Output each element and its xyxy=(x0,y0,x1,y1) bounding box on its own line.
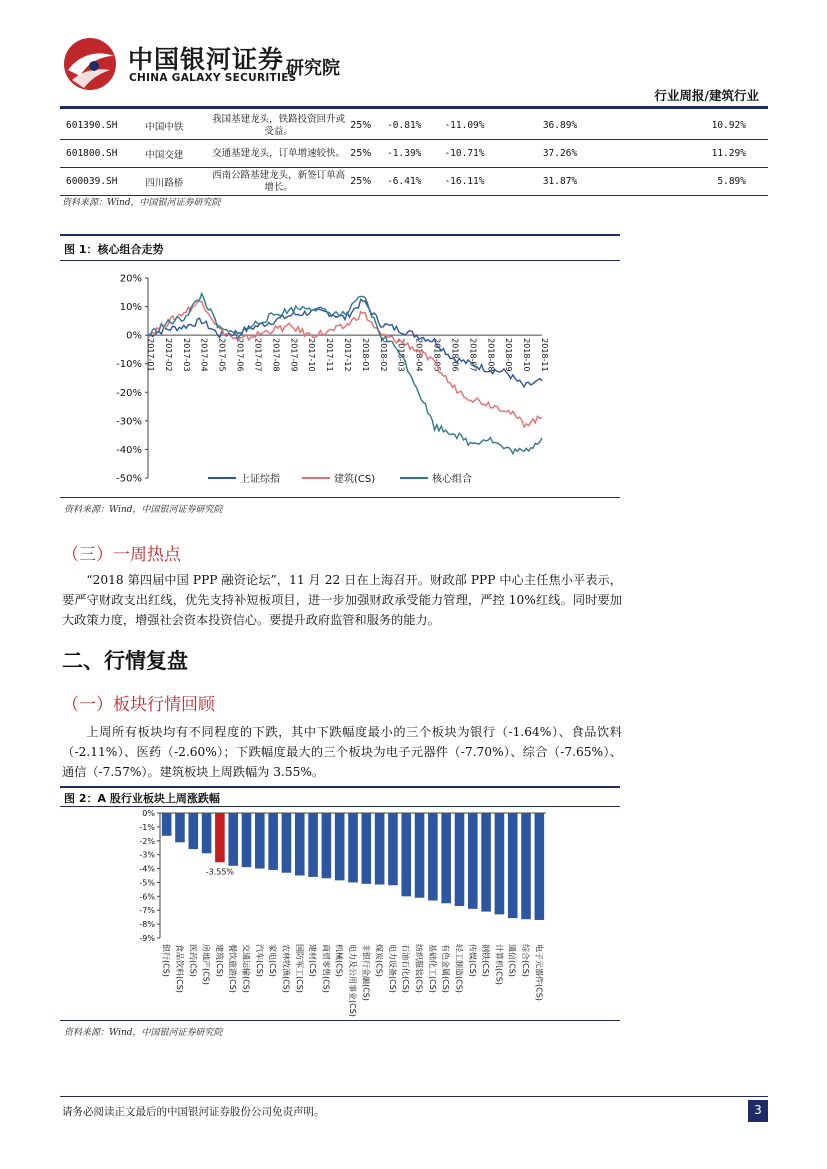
x-tick-label: 2018-02 xyxy=(378,338,388,372)
bar xyxy=(255,813,265,869)
y-tick-label: -1% xyxy=(139,822,155,832)
bar xyxy=(521,813,531,919)
x-tick-label: 2017-11 xyxy=(325,338,335,372)
category-label: 纺织服装(CS) xyxy=(414,944,424,993)
cell-v3: 37.26% xyxy=(543,140,649,168)
category-label: 基础化工(CS) xyxy=(427,944,437,993)
y-tick-label: -30% xyxy=(116,416,142,428)
x-tick-label: 2017-07 xyxy=(253,338,263,372)
y-tick-label: -2% xyxy=(139,836,155,846)
x-tick-label: 2018-06 xyxy=(450,338,460,372)
logo-cn: 中国银河证券 xyxy=(128,45,285,74)
bar xyxy=(268,813,278,870)
x-tick-label: 2017-04 xyxy=(199,338,209,372)
cell-desc-line2: 受益。 xyxy=(264,125,293,137)
cell-v1: -0.81% xyxy=(387,112,444,140)
bar xyxy=(375,813,385,885)
report-type: 行业周报/建筑行业 xyxy=(654,88,759,103)
y-tick-label: 20% xyxy=(119,273,142,285)
institute-label: 研究院 xyxy=(286,58,340,79)
category-label: 有色金属(CS) xyxy=(441,944,451,993)
bar xyxy=(495,813,505,914)
category-label: 汽车(CS) xyxy=(254,944,264,977)
y-tick-label: -20% xyxy=(116,387,142,399)
y-tick-label: -40% xyxy=(116,444,142,456)
bar xyxy=(162,813,172,836)
bar xyxy=(228,813,238,866)
category-label: 农林牧渔(CS) xyxy=(281,944,291,993)
category-label: 食品饮料(CS) xyxy=(174,944,184,993)
cell-v3: 36.89% xyxy=(543,112,649,140)
x-tick-label: 2017-02 xyxy=(163,338,173,372)
y-tick-label: -8% xyxy=(139,920,155,930)
category-label: 电子元器件(CS) xyxy=(534,944,544,1001)
cell-v4: 11.29% xyxy=(649,140,768,168)
category-label: 电力设备(CS) xyxy=(387,944,397,993)
cell-v2: -10.71% xyxy=(444,140,542,168)
y-tick-label: -9% xyxy=(139,934,155,943)
section-market-paragraph xyxy=(62,722,622,782)
bar xyxy=(535,813,545,920)
bar xyxy=(308,813,318,877)
section-market-text: 上周所有板块均有不同程度的下跌，其中下跌幅度最小的三个板块为银行（-1.64%）、食品饮料（-2.11%）、医药（-2.60%）；下跌幅度最大的三个板块为电子元器件（-7.70%）、综合（-7.65%）、通信（-7.57%）。建筑板块上周跌幅为 3.55%。 xyxy=(62,725,622,779)
x-tick-label: 2017-05 xyxy=(217,338,227,372)
cell-desc xyxy=(207,168,350,196)
cell-pct: 25% xyxy=(350,140,387,168)
cell-desc xyxy=(207,112,350,140)
bar xyxy=(428,813,438,901)
y-tick-label: -5% xyxy=(139,878,155,888)
x-tick-label: 2017-12 xyxy=(343,338,352,372)
category-label: 煤炭(CS) xyxy=(374,944,384,977)
category-label: 电力及公用事业(CS) xyxy=(348,944,357,1017)
fig2-title: 图 2：A 股行业板块上周涨跌幅 xyxy=(64,792,220,805)
x-tick-label: 2017-09 xyxy=(289,338,299,372)
cell-pct: 25% xyxy=(350,168,387,196)
x-tick-label: 2018-05 xyxy=(432,338,442,372)
bar xyxy=(322,813,332,878)
category-label: 传媒(CS) xyxy=(467,944,477,977)
category-label: 医药(CS) xyxy=(188,944,198,977)
category-label: 家电(CS) xyxy=(268,944,278,977)
bar xyxy=(335,813,345,880)
table-row xyxy=(60,168,768,196)
fig2-source: 资料来源：Wind，中国银河证券研究院 xyxy=(64,1028,223,1038)
section-hot-paragraph xyxy=(62,570,622,630)
section-hot-text: “2018 第四届中国 PPP 融资论坛”，11 月 22 日在上海召开。财政部 PPP 中心主任焦小平表示，要严守财政支出红线，优先支持补短板项目，进一步加强财政承受能力管理，严控 10%红线。同时要加大政策力度，增强社会资本投资信心。要提升政府监管和服务的能力。 xyxy=(62,573,622,627)
category-label: 餐饮旅游(CS) xyxy=(228,944,238,993)
fig1-top-rule xyxy=(60,234,620,236)
cell-code: 600039.SH xyxy=(60,168,145,196)
header xyxy=(0,0,827,110)
bar xyxy=(282,813,292,873)
cell-desc-line1: 西南公路基建龙头，新签订单高 xyxy=(212,169,346,181)
cell-name: 四川路桥 xyxy=(145,168,207,196)
y-tick-label: -50% xyxy=(116,473,142,485)
x-tick-label: 2017-03 xyxy=(181,338,191,372)
cell-code: 601800.SH xyxy=(60,140,145,168)
table-source: 资料来源：Wind，中国银河证券研究院 xyxy=(62,198,221,208)
bar xyxy=(202,813,212,853)
y-tick-label: 10% xyxy=(119,302,142,314)
x-tick-label: 2018-01 xyxy=(360,338,370,372)
bar xyxy=(175,813,185,842)
category-label: 通信(CS) xyxy=(507,944,517,977)
core-portfolio-line-chart xyxy=(60,262,620,498)
category-label: 银行(CS) xyxy=(161,944,171,977)
y-tick-label: -7% xyxy=(139,906,155,916)
bar xyxy=(348,813,358,882)
cell-v3: 31.87% xyxy=(543,168,649,196)
x-tick-label: 2017-06 xyxy=(235,338,245,372)
cell-desc-line2: 增长。 xyxy=(264,181,293,193)
table-row xyxy=(60,140,768,168)
cell-v1: -6.41% xyxy=(387,168,444,196)
table-row xyxy=(60,112,768,140)
bar xyxy=(481,813,491,912)
fig1-bottom-rule xyxy=(60,497,620,498)
x-tick-label: 2018-09 xyxy=(504,338,514,372)
galaxy-logo-icon xyxy=(62,36,118,92)
bar xyxy=(441,813,451,903)
legend-label: 建筑(CS) xyxy=(334,474,376,485)
y-tick-label: -10% xyxy=(116,359,142,371)
category-label: 房地产(CS) xyxy=(201,944,211,985)
bar xyxy=(295,813,305,876)
bar xyxy=(188,813,198,849)
page-number: 3 xyxy=(754,1103,762,1117)
bar xyxy=(468,813,478,909)
category-label: 非银行金融(CS) xyxy=(361,944,371,1001)
section-market-heading: 二、行情复盘 xyxy=(62,649,188,673)
bar xyxy=(242,813,252,867)
header-rule xyxy=(60,106,768,109)
cell-code: 601390.SH xyxy=(60,112,145,140)
bar xyxy=(415,813,425,898)
x-tick-label: 2018-11 xyxy=(540,338,549,372)
fig1-title-rule xyxy=(60,260,620,261)
cell-name: 中国中铁 xyxy=(145,112,207,140)
y-tick-label: -6% xyxy=(139,892,155,902)
fig2-bottom-rule xyxy=(60,1020,620,1021)
category-label: 机械(CS) xyxy=(334,944,344,977)
footer-disclaimer: 请务必阅读正文最后的中国银河证券股份公司免责声明。 xyxy=(62,1106,325,1118)
category-label: 轻工制造(CS) xyxy=(454,944,464,993)
category-label: 钢铁(CS) xyxy=(481,944,491,977)
bar xyxy=(388,813,398,885)
bar-highlight xyxy=(215,813,225,862)
x-tick-label: 2018-07 xyxy=(468,338,478,372)
fig1-title: 图 1：核心组合走势 xyxy=(64,243,164,256)
cell-desc-line1: 我国基建龙头，铁路投资回升或 xyxy=(212,113,346,125)
cell-desc xyxy=(207,140,350,168)
x-tick-label: 2017-08 xyxy=(271,338,281,372)
x-tick-label: 2017-01 xyxy=(146,338,155,372)
x-tick-label: 2018-04 xyxy=(414,338,424,372)
category-label: 建筑(CS) xyxy=(214,944,224,977)
cell-v4: 5.89% xyxy=(649,168,768,196)
bar xyxy=(362,813,372,884)
fig1-source: 资料来源：Wind，中国银河证券研究院 xyxy=(64,505,223,515)
legend-label: 核心组合 xyxy=(432,474,472,485)
cell-v2: -16.11% xyxy=(444,168,542,196)
stock-table xyxy=(60,112,768,196)
cell-v4: 10.92% xyxy=(649,112,768,140)
highlight-data-label: -3.55% xyxy=(205,867,235,877)
category-label: 国防军工(CS) xyxy=(294,944,304,993)
category-label: 石油石化(CS) xyxy=(401,944,411,993)
legend-label: 上证综指 xyxy=(240,474,280,485)
y-tick-label: 0% xyxy=(142,809,155,818)
cell-v1: -1.39% xyxy=(387,140,444,168)
y-tick-label: -3% xyxy=(139,850,155,860)
x-tick-label: 2017-10 xyxy=(307,338,317,372)
x-tick-label: 2018-10 xyxy=(522,338,532,372)
bar xyxy=(401,813,411,896)
section-hot-heading: （三）一周热点 xyxy=(62,545,181,565)
section-market-subheading: （一）板块行情回顾 xyxy=(62,695,215,715)
cell-desc-line1: 交通基建龙头，订单增速较快。 xyxy=(212,147,346,159)
category-label: 计算机(CS) xyxy=(494,944,504,985)
sector-bar-chart xyxy=(60,807,620,1021)
logo-en: CHINA GALAXY SECURITIES xyxy=(129,72,297,84)
y-tick-label: -4% xyxy=(139,864,155,874)
category-label: 交通运输(CS) xyxy=(241,944,251,993)
cell-name: 中国交建 xyxy=(145,140,207,168)
category-label: 建材(CS) xyxy=(308,944,318,977)
category-label: 综合(CS) xyxy=(521,944,531,977)
y-tick-label: 0% xyxy=(126,330,142,342)
x-tick-label: 2018-03 xyxy=(396,338,406,372)
category-label: 商贸零售(CS) xyxy=(321,944,331,993)
cell-v2: -11.09% xyxy=(444,112,542,140)
footer-rule xyxy=(60,1096,768,1097)
bar xyxy=(508,813,518,918)
x-tick-label: 2018-08 xyxy=(486,338,496,372)
fig2-top-rule xyxy=(60,786,620,788)
cell-pct: 25% xyxy=(350,112,387,140)
bar xyxy=(455,813,465,906)
